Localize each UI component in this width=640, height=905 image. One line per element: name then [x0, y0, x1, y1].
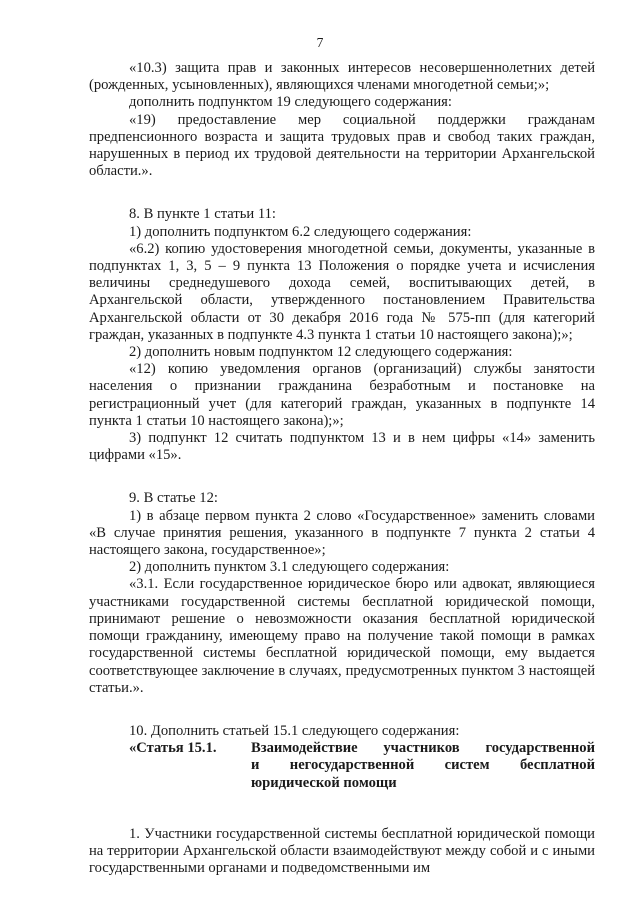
paragraph: «10.3) защита прав и законных интересов несовершеннолетних детей (рожденных, усыновленных), являющихся членами многодетной семьи;»;: [89, 60, 595, 94]
paragraph: 1. Участники государственной системы бесплатной юридической помощи на территории Архангельской области взаимодействуют между собой и с иными государственными органами и подведомственными им: [89, 825, 595, 877]
section-heading: 10. Дополнить статьей 15.1 следующего содержания:: [129, 722, 460, 739]
article-title-line: юридической помощи: [251, 774, 397, 791]
article-title-line: и негосударственной систем бесплатной: [251, 757, 595, 774]
article-heading: [89, 740, 595, 792]
paragraph: 3) подпункт 12 считать подпунктом 13 и в нем цифры «14» заменить цифрами «15».: [89, 430, 595, 464]
paragraph: «12) копию уведомления органов (организаций) службы занятости населения о признании гражданина безработным и постановке на регистрационный учет (для категорий граждан, указанных в подпункте 14 пункта 1 статьи 10 настоящего закона);»;: [89, 361, 595, 429]
paragraph: 1) дополнить подпунктом 6.2 следующего содержания:: [129, 223, 472, 240]
paragraph: 2) дополнить новым подпунктом 12 следующего содержания:: [129, 344, 513, 361]
article-number: «Статья 15.1.: [129, 740, 217, 757]
page-number: 7: [316, 35, 324, 50]
article-title: [251, 740, 595, 792]
paragraph: «6.2) копию удостоверения многодетной семьи, документы, указанные в подпунктах 1, 3, 5 – 9 пункта 13 Положения о порядке учета и исчисления величины среднедушевого дохода семей, воспитывающих детей, в Архангельской области, утвержденного постановлением Правительства Архангельской области от 30 декабря 2016 года № 575-пп (для категорий граждан, указанных в подпункте 4.3 пункта 1 статьи 10 настоящего закона);»;: [89, 240, 595, 343]
article-title-line: Взаимодействие участников государственной: [251, 740, 595, 757]
section-heading: 8. В пункте 1 статьи 11:: [129, 206, 276, 223]
section-heading: 9. В статье 12:: [129, 490, 218, 507]
paragraph: «3.1. Если государственное юридическое бюро или адвокат, являющиеся участниками государственной системы бесплатной юридической помощи, принимают решение о невозможности оказания бесплатной юридической помощи гражданину, имеющему право на получение такой помощи в рамках государственной системы бесплатной юридической помощи, ему выдается соответствующее заключение в случаях, предусмотренных пунктом 3 настоящей статьи.».: [89, 576, 595, 696]
paragraph: дополнить подпунктом 19 следующего содержания:: [129, 94, 452, 111]
paragraph: 2) дополнить пунктом 3.1 следующего содержания:: [129, 559, 450, 576]
paragraph: «19) предоставление мер социальной поддержки гражданам предпенсионного возраста и защита трудовых прав и свобод таких граждан, нарушенных в период их трудовой деятельности на территории Архангельской области.».: [89, 111, 595, 180]
paragraph: 1) в абзаце первом пункта 2 слово «Государственное» заменить словами «В случае принятия решения, указанного в подпункте 7 пункта 2 статьи 4 настоящего закона, государственное»;: [89, 507, 595, 559]
document-body: [89, 60, 595, 877]
